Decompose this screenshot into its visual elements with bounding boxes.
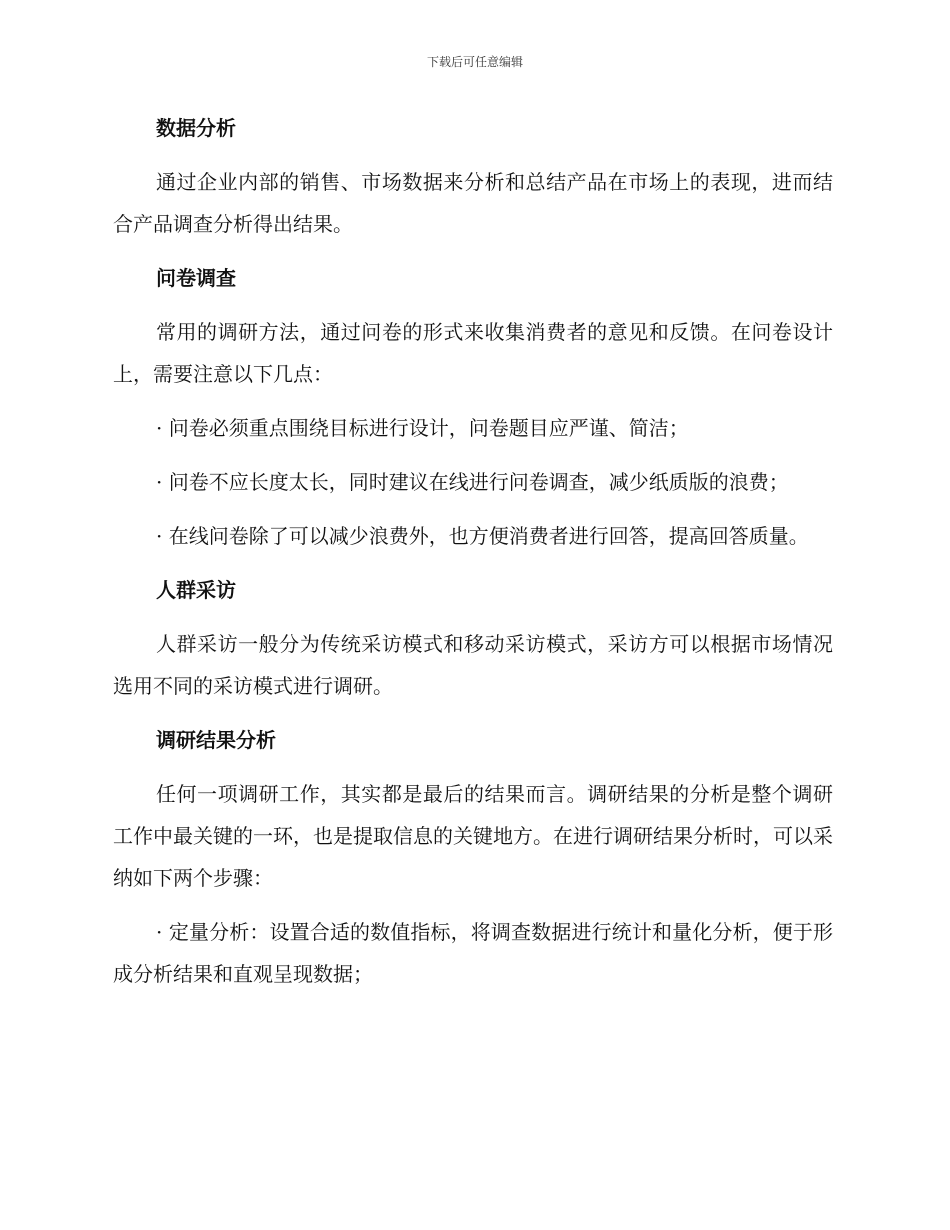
section-results-analysis <box>113 719 833 995</box>
section-heading: 调研结果分析 <box>156 728 276 752</box>
page-header: 下载后可任意编辑 <box>426 55 523 69</box>
section-interviews <box>113 569 833 707</box>
section-paragraph: 常用的调研方法，通过问卷的形式来收集消费者的意见和反馈。在问卷设计上，需要注意以下几点： <box>113 320 833 386</box>
section-paragraph: 通过企业内部的销售、市场数据来分析和总结产品在市场上的表现，进而结合产品调查分析得出结果。 <box>113 170 833 236</box>
section-paragraph: 任何一项调研工作，其实都是最后的结果而言。调研结果的分析是整个调研工作中最关键的一环，也是提取信息的关键地方。在进行调研结果分析时，可以采纳如下两个步骤： <box>113 782 833 890</box>
bullet-item: · 问卷必须重点围绕目标进行设计，问卷题目应严谨、简洁； <box>156 416 689 440</box>
section-heading: 问卷调查 <box>156 266 236 290</box>
section-heading: 人群采访 <box>156 578 236 602</box>
bullet-item: · 在线问卷除了可以减少浪费外，也方便消费者进行回答，提高回答质量。 <box>156 524 809 548</box>
section-paragraph: 人群采访一般分为传统采访模式和移动采访模式，采访方可以根据市场情况选用不同的采访模式进行调研。 <box>113 632 833 698</box>
section-data-analysis <box>113 107 833 245</box>
document-body <box>113 107 833 1007</box>
bullet-item: · 定量分析：设置合适的数值指标，将调查数据进行统计和量化分析，便于形成分析结果和直观呈现数据； <box>113 920 833 986</box>
section-questionnaire <box>113 257 833 557</box>
bullet-item: · 问卷不应长度太长，同时建议在线进行问卷调查，减少纸质版的浪费； <box>156 470 789 494</box>
section-heading: 数据分析 <box>156 116 236 140</box>
